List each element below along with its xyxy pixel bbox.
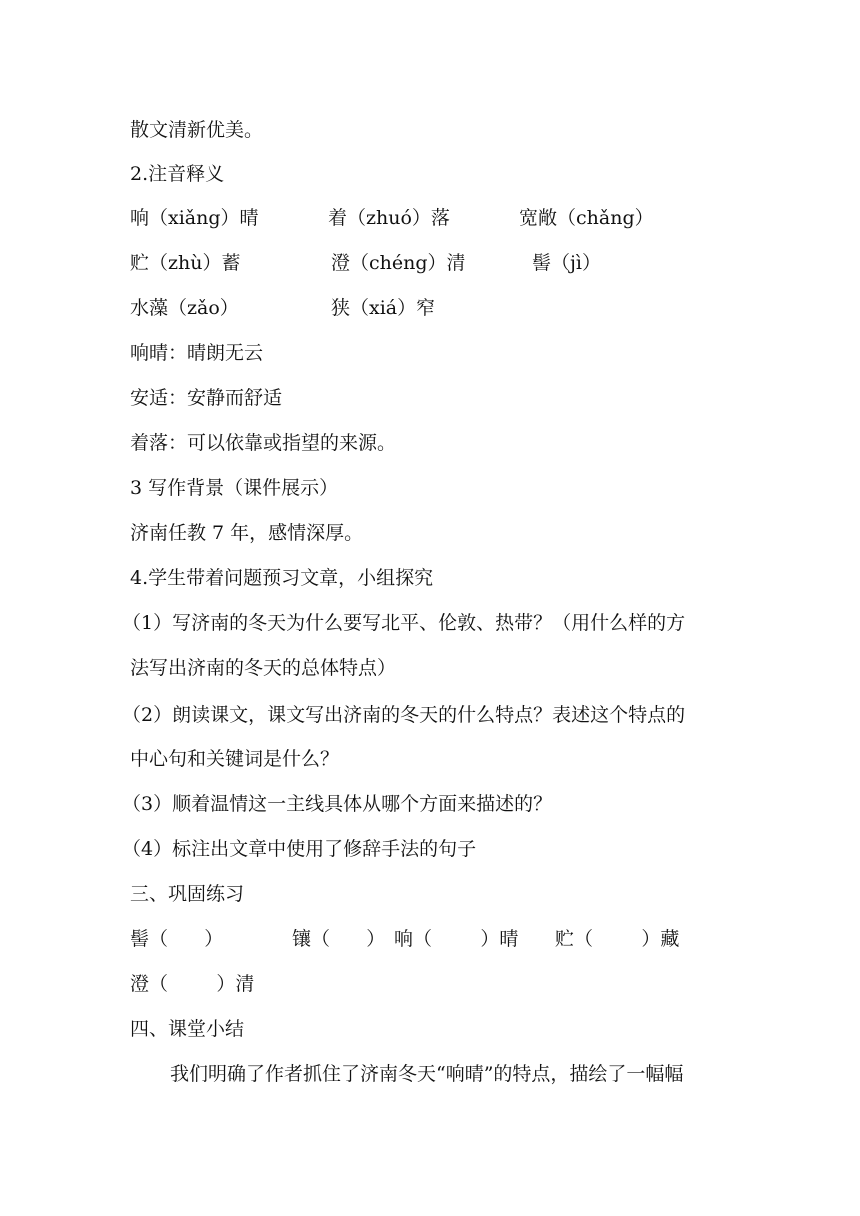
definition-line: 安适：安静而舒适 [130, 387, 283, 409]
exercise-blank: 髻（ ） [130, 928, 224, 950]
summary-paragraph: 我们明确了作者抓住了济南冬天“响晴”的特点，描绘了一幅幅 [170, 1063, 684, 1085]
section-heading: 四、课堂小结 [130, 1018, 245, 1040]
section-heading: 三、巩固练习 [130, 883, 245, 905]
text-line: 济南任教 7 年，感情深厚。 [130, 522, 364, 544]
definition-line: 着落：可以依靠或指望的来源。 [130, 432, 397, 454]
pinyin-entry: 贮（zhù）蓄 [130, 252, 241, 274]
section-heading: 4.学生带着问题预习文章，小组探究 [130, 567, 434, 589]
question-line: 中心句和关键词是什么？ [130, 748, 340, 770]
definition-line: 响晴：晴朗无云 [130, 342, 264, 364]
section-heading: 3 写作背景（课件展示） [130, 477, 339, 499]
pinyin-entry: 狭（xiá）窄 [331, 297, 436, 319]
question-line: （1）写济南的冬天为什么要写北平、伦敦、热带？（用什么样的方 [122, 612, 686, 634]
question-line: （4）标注出文章中使用了修辞手法的句子 [122, 838, 477, 860]
question-line: （2）朗读课文，课文写出济南的冬天的什么特点？表述这个特点的 [122, 704, 686, 726]
pinyin-entry: 水藻（zǎo） [130, 297, 239, 319]
pinyin-entry: 宽敞（chǎng） [519, 207, 654, 229]
text-line: 散文清新优美。 [130, 119, 264, 141]
exercise-blank: 贮（ ）藏 [555, 928, 680, 950]
exercise-blank: 澄（ ）清 [130, 973, 255, 995]
pinyin-entry: 澄（chéng）清 [331, 252, 466, 274]
exercise-blank: 镶（ ） [292, 928, 386, 950]
pinyin-entry: 响（xiǎng）晴 [130, 207, 259, 229]
question-line: （3）顺着温情这一主线具体从哪个方面来描述的？ [122, 793, 553, 815]
pinyin-entry: 着（zhuó）落 [328, 207, 450, 229]
question-line: 法写出济南的冬天的总体特点） [130, 657, 397, 679]
pinyin-entry: 髻（jì） [532, 252, 601, 274]
section-heading: 2.注音释义 [130, 163, 225, 185]
exercise-blank: 响（ ）晴 [394, 928, 519, 950]
